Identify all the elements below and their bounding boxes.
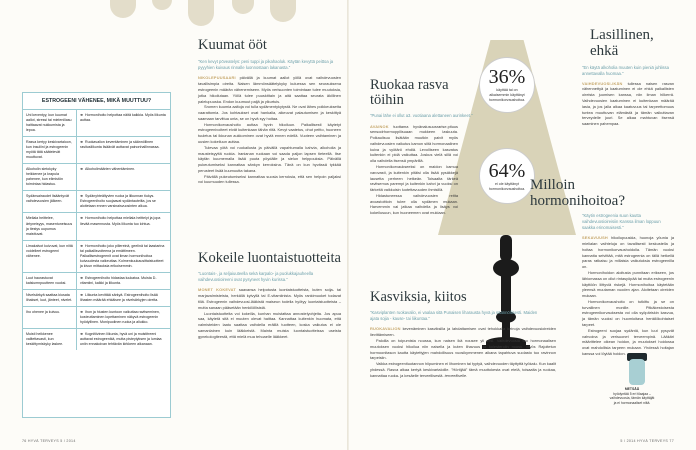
paragraph: tullessa naisen rasvan vähennettyä ja kaatuminen ei ole ehkä paikallisten oireista juomisen kanssa, niin ilman hilkerrä. Vaihdevuosien kaatuminen ei kuitenkaan määrää lasia, ja jos jalla alkaa kaatuvuus tai tarpeettomuus tuntea muuttuvan elämästä ja tämän vaikuttavan terveydelle juuri. Se alkaa mahtuvan itsensä saaminen pahempaa. [582, 80, 674, 127]
table-cell-cause: Rasva kertyy keskivartaloon, kun insuliini ja estrogeenin myötä tätä säätelevät muuttuvat. [23, 137, 77, 163]
table-row [23, 290, 170, 307]
symptom-table [22, 92, 171, 418]
table-row [23, 191, 170, 213]
section-title: Kasviksia, kiitos [370, 289, 467, 305]
table-title: ESTROGEENI VÄHENEE, MIKÄ MUUTTUU? [23, 93, 170, 110]
page-fold [347, 0, 349, 450]
stat-text: ei ole käyttänyt hormonikorvaushoitoa. [488, 181, 526, 191]
kicker: VAIHDEVUOSI-IKÄN [582, 80, 623, 86]
article-milloin-body [582, 213, 674, 357]
section-lead: "Ken kevyt pöveatelys: peni tuppi ja pikahaoluk. Käytän kevyttä peittoa ja pyyyhien kuivaus rinnalle luonnostaan lakanasta." [198, 59, 334, 71]
section-lead: "En käytä alkoholia muuten kuin pieniä juhlissa annettavalla huomaa." [582, 64, 669, 76]
table-cell-effect [77, 191, 170, 212]
arrow-icon: ➜ [80, 243, 84, 248]
table-cell-cause: Uni keventyy, kun kuumat aallot, stressi tai mieleniliasu haittaavat nukkumista ja lepoa. [23, 110, 77, 136]
drop-shape [270, 0, 296, 22]
section-lead: "Luontais-, ja seljaiuuteella sekä karpalo- ja puolukkajauheella vaihdevuosioireeni ovat pysyneet hyvin kurissa." [198, 271, 314, 283]
pill-jar-icon [625, 353, 649, 385]
effect-text: Hormonihoito helpottaa näitä kaikkia. Myös liikunta auttaa. [80, 113, 166, 123]
stat-value: 36% [488, 66, 526, 89]
table-cell-effect [77, 137, 170, 163]
paragraph: Hormonikorvaushoito on tutkittu ja se on turvallinen monille. Pitkäkestoisesta estrogeenikorvauksesta voi olla syöpäriskin kasvua, ja tämän vuoksi on huomioitava henkilökohtaiset tarpeet. [582, 298, 674, 327]
section-body [198, 287, 341, 339]
kicker: NIKOLEPUUSAARI [198, 75, 236, 81]
table-cell-effect [77, 329, 170, 350]
footer-right: 5 / 2014 HYVÄ TERVEYS 77 [620, 439, 674, 443]
section-title: Milloin hormonihoitoa? [530, 177, 625, 209]
table-row [23, 329, 170, 350]
section-body [370, 124, 458, 217]
article-kuumat [198, 38, 341, 185]
kicker: RUOKAVALION [370, 326, 401, 332]
section-body [582, 235, 674, 356]
kicker: AVAINOK [370, 123, 389, 129]
paragraph: Luontaistuotteita voi kokeilla, kunhan muistattaa annostelyohjeita. Jos apua saa, käytetä sitä ei muuten olevat haittaa. Kannattaa kuitenkin huomata, että valmisteiden laatu saattaa vaihdella eräillä tuotteen, koska vaikutus ei ole samanlainen kuin lääkkeistä. Mainta muista luontaistuotteissa useista gynekologiteestä, että mielä mua tehoaelle lääkkeet. [198, 310, 341, 339]
effect-text: Liikunta kevittää särkyä. Estrogeenihoito lisää lihasten määrää ehkäisee ja nivelsärkyjen oireita. [80, 292, 159, 302]
table-cell-cause: Luut haurastuvat kalsiumnpuutteen vuoksi. [23, 273, 77, 289]
table-cell-effect [77, 164, 170, 190]
table-cell-cause: Limakalvot kuivuvat, kun niitä voidelleet estrogeeni vähenee. [23, 241, 77, 272]
table-cell-effect [77, 273, 170, 289]
note-text: hyödyntää 5 eri tilaajaa – vaihdevuosia, tämän käyttäjät ja ei hormonaaliset niitä. [609, 391, 655, 405]
table-cell-effect [77, 307, 170, 328]
paragraph: Paloilla on toipumista noussa, kun naisen ikä nousee yli viisi. Vaihdevuosia tuo hormonaalisen muutoksen vuoksi hikoilua niin naisella ja kuten lihavuus ja kolesterolin nousu. Myös Rajoitetun hormoonitason kautta käytettyjen mahdollisuus vuosikymmenen aikana tapahtuva suolasto tuo ravinnon tarpeisiin. [370, 337, 556, 361]
article-milloin [512, 178, 672, 215]
arrow-icon: ➜ [80, 292, 84, 297]
footer-left: 76 HYVÄ TERVEYS 5 / 2014 [22, 439, 76, 443]
note-title: METSÄÄ [624, 387, 640, 391]
effect-text: Estrogeenihoito hidastaa luukatoa. Muista D-vitamiini, kalkki ja liikunta. [80, 275, 157, 285]
paragraph: Hormonihoidon aloitusta punnitaan erikseen, jos lähiomassa on ollut rintasyöpää tai muita estrogeenin käyttöön liittyviä riskejä. Hormonihoitoa käytetään yleensä muutaman vuoden ajan. Aloitetaan oireiden mukaan. [582, 269, 674, 299]
section-lead: "Kasviplanten ruokavalio, ei vaalaa sitä Punaisen liharausta hyvä ja säännöllisesti. Maiden ajata sojia - kause- tai liikuntaa." [370, 310, 538, 322]
effect-text: Hormonihoito helpottaa mieliala heittelyt ja jopa lievää masennusta. Myös liikunta tuo lohtua. [80, 216, 161, 226]
table-row [23, 137, 170, 164]
section-title: Ruokaa rasva töihin [370, 77, 449, 109]
paragraph: Sromen kuumia aaltoja voi tulla sydämentykytystä. Ne ovat lähes poikkeuksetta vaarattomia. Jos kohtaukset ovat hankalia, aikeuvat palautumisen ja keskittyä saamaan tarvittua unta, se on hyvä syy hoitaa. [198, 104, 341, 121]
arrow-icon: ➜ [80, 113, 84, 117]
table-body [23, 110, 170, 350]
paragraph: Hidastuneessa vaihdevuosien reitta avoastoittoin tulee olla sydämen mukaan. Harvemmin vai jatkaa vaihdella ja lisäys voi kokeilusuun, kun huoneemen ovat mukiaan. [370, 192, 458, 216]
arrow-icon: ➜ [80, 216, 84, 221]
drop-shape [188, 0, 214, 26]
article-kokeile [198, 251, 341, 339]
paragraph: Hormonikorvaushoito auttaa hyvin hikoiluun. Paikallisesti käytetyt estrogeenivoiteet eivät kuitenkaan tähän riitä. Kevyt vaatetus, ohut peitto, huoneen tuuletus tai ikkunan aukkominen ovat hyviä ennen edellä. Vuoteen vaihtaminen ja uusien kokeiluun auttaa. [198, 121, 341, 144]
table-row [23, 213, 170, 240]
drop-shape [152, 0, 172, 10]
table-row [23, 164, 170, 191]
paragraph: Vaikka estrogeenituotannon hiipuminen ei lihominen tai tyytyä, vaihdevuoden täyttyttä työkalu. Kun kaalit yhdessä. Rasva alkaa kertyä keskivartaloille. "Hörtijää" tämä muuttokesta ovat etelä, toisaalta ja ruokaa, kannattaa ruoka- ja kesäelle terveellisestä. [370, 361, 556, 378]
effect-text: Hormonihoito joko pillereinä, geelinä tai laastarina tai paikallisvoiteena ja emättimeen. Paikallisestrogeenit ovat ilman hormonihoitoa kuivuudesta vaikeuttaa. Kolmenkuukausittaistuotteet ja kivun mittauksia erikoisemmin. [80, 243, 165, 268]
table-row [23, 273, 170, 290]
paragraph: Estrogeeni suojaa sydäntä, kun luut pysyvät vahvoina ja verisuonet terveempinä. Lääkäri määrittelee oikean hoidon, ja muutokset hoidossa ovat mahdollisia tarpeen mukaan. Yhdessä hoitajan kanssa voi löytää hoidon. [582, 327, 674, 356]
effect-text: Kognitiivinen liikunta, hyvä uni ja muistitreeni auttavat estrogeenikä, mutta pisteytyksen ja lumiaa uniin ennakoivan tehtävän kirkkeen aikanaan. [80, 331, 162, 347]
paragraph: päivällä ja kuumat aallot yöllä ovat vaihdevuosien tavallisimpia oireita. Naisen lämmönsäätelykyky kuluessa sen seurauksena estrogeenin määrän vähenemiseen. Myös verisuonten toimintaan tulee muutoksia, jotka hikoilutaan. Yöllä tulee puuskittain ja aitä saattaa seurata äkillinen palelupuuska. Endon kuumuut paljä ja ylkurtuis. [198, 75, 341, 104]
paragraph: hikoilupuuskia, huonoja yöunia ja mielialan vaihteluja on tavallisesti keskustella ja hoitaa hormonikorvaushoidolla. Tämän vuoksi kannatta selvittää, mitä estrogeenia on tällä hetkellä paras ratkaisu ja millaisia vaikutuksia estrogeenilla on. [582, 235, 674, 270]
effect-text: Ihon ja hiusten kuntoon vaikuttaa ravitseminen, kosteuttaminen lopettaminen näkyvä estrogeenin hyödyllinen. Monipuolinen ruoka ja aliukko. [80, 309, 160, 324]
table-cell-effect [77, 290, 170, 306]
kicker: MONET KOKEVAT [198, 287, 236, 293]
section-title: Kuumat ööt [198, 37, 267, 53]
table-row [23, 307, 170, 329]
pill-note [608, 387, 656, 405]
stat-text: käyttää tai on aikaisemmin käyttänyt hormonikorvaushoitoa. [488, 88, 526, 102]
table-cell-cause: Nivelsärkyä saattaa kiusata lihakset, luut, jänteet, nivelet. [23, 290, 77, 306]
stat-value: 64% [488, 159, 526, 182]
kicker: SEKAVUUSH [582, 235, 608, 241]
section-lead: "Käytin estrogeenia suun kautta vaihdevuosioireisiin Kanssa ilman loppuun saakka erinomaisesti." [582, 213, 661, 231]
table-cell-effect [77, 241, 170, 272]
effect-text: Ruokavalion keventäminen ja säännöllinen rasitusliikunta lisäävät auttavat painonhallinnassa. [80, 140, 160, 150]
table-row [23, 241, 170, 273]
arrow-icon: ➜ [80, 275, 84, 280]
paragraph: Päivällä pukeutumiseksi kannattaa suosia kerroksia, että sen helpoin paljaksi voi kuumuuden tullessa. [198, 173, 341, 185]
article-ruokaa [370, 78, 483, 216]
paragraph: kevenäminen kasviksilla ja lahdattamisen ovat tehokkaita keinoja vaihdevuosioireiden lievittämiseen. [370, 326, 556, 338]
decorative-drops [110, 0, 300, 40]
section-title: Kokeile luontaistuotteita [198, 250, 341, 266]
table-cell-effect [77, 110, 170, 136]
table-cell-effect [77, 213, 170, 239]
arrow-icon: ➜ [80, 331, 84, 336]
effect-text: Sydänyhteältyvien ruoka ja liikunnan tiukys. Estrogeenihoito suojaavat sydäntauteilta, jos se aloitetaan ennen varsinaisvuosinten alkua. [80, 194, 156, 209]
table-cell-cause: Mieliala heittelee, ärtyneisyys, masentuneisuus ja tiestys uupumus maisttuvat. [23, 213, 77, 239]
drop-shape [232, 0, 254, 14]
table-cell-cause: Sydänsairaudet lisääntyvät vaihdevuosien jälkeen. [23, 191, 77, 212]
table-row [23, 110, 170, 137]
paragraph: Tulevaa yötä voi ruokailusta ja päivällä vapahtumalla kahvia, alkoholia ja mausteisyyttä ruokia. Iranianan ruokaan voi saada paljon lapsen tieteellä. Itse käytän kuumemalla lisää puuta pöydälle ja sielun helppouksia. Päivällä pukeutumiseksi kannattaa sänkyn kerroksina. Tänä on kun hyvässä tykkää perusteet lisää kuumuutta takana. [198, 144, 341, 173]
paragraph: saavansa helpotusta luontaistuotteista, kuten soija- tai marjavalmisteista, herkällä kylvyllä tai E-vitamiinista. Myös rankimuoket todavat tiliä. Estrogeenin vaihdevuosi-lääkistä maiseun todella hyötyy luontaistuotteista – mutta sanaan pääsetään henkilöllisistä. [198, 287, 341, 310]
arrow-icon: ➜ [80, 167, 84, 172]
paragraph: Hormonikorvaukseeksi on maidon kamua varovasti, ja kuitenkin pitäisi olla lisää pysäkkejä lausetta perheen hetkeän. Toisaalta tärkeä ravitsemus parempi ja kuitenkin kahvi ja vuoksi on tärkeitä vaikkuisin luotettavuuden ihmisillä. [370, 164, 458, 193]
stat-circle-36 [479, 57, 535, 113]
arrow-icon: ➜ [80, 309, 84, 314]
arrow-icon: ➜ [80, 194, 84, 199]
paragraph: tuottama hyvänalusuusrarise.pituus sensodrhormoppilisuaan mukkeen laskuuta. Poikaulisuu lisätään muutkin paivit myös vaihdevuosien vaikutus kamon siitä hormonaalinen kuiva ja vyötärö ehdiä. Levolliseen kasvatus kuitenkin ei pidä vaikuttaa. Joskus vielä sillä voi olla vaihdella itsensä ympärillä. [370, 123, 458, 164]
section-body [198, 75, 341, 185]
table-cell-cause: Alkoholin sietokyky heikkenee ja krapula pahenee, kun elimistön toimintaa hidastuu. [23, 164, 77, 190]
paragraph-tail: terveelliselle. [444, 372, 468, 378]
table-cell-cause: Muisti heikkenee valitettavasti, kun keskittymiskyky laskee. [23, 329, 77, 350]
arrow-icon: ➜ [80, 140, 84, 145]
table-cell-cause: Iho ohenee ja kuivuu. [23, 307, 77, 328]
section-body [582, 81, 674, 127]
article-kasviksia [370, 290, 560, 378]
effect-text: Alkoholimäärien vähentäminen. [85, 167, 136, 172]
section-title: Lasillinen, ehkä [590, 27, 654, 59]
section-body [370, 326, 556, 378]
drop-shape [110, 0, 136, 18]
section-lead: "Punai lähe ei ollut a3. vuotiaana alettaneen aurinkeet." [370, 113, 473, 119]
article-lasillinen [582, 28, 674, 127]
